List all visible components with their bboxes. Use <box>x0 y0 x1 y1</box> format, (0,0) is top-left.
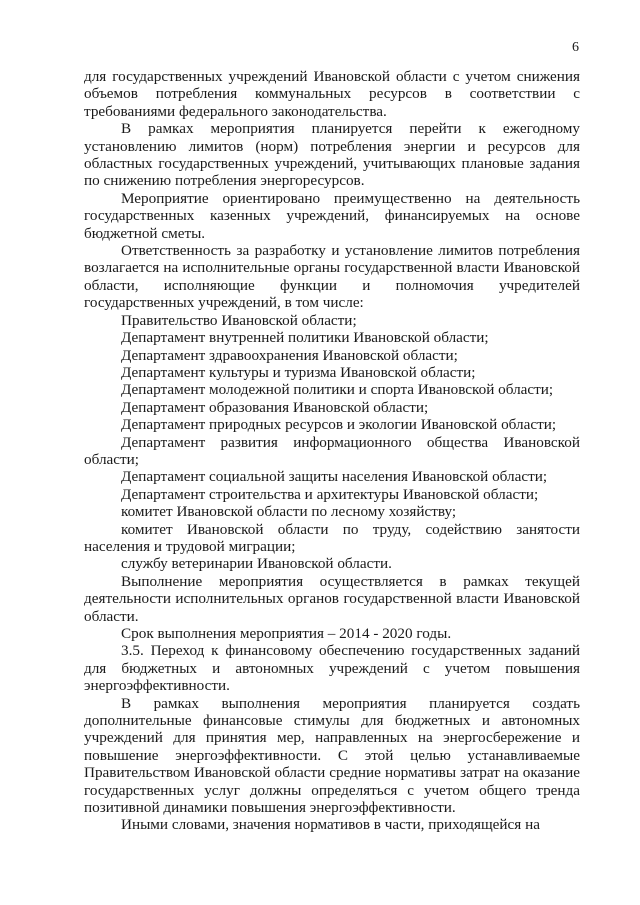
list-item: Департамент здравоохранения Ивановской области; <box>121 346 458 364</box>
list-item: Правительство Ивановской области; <box>121 311 357 329</box>
section-heading: 3.5. Переход к финансовому обеспечению государственных заданий для бюджетных и автономных учреждений с учетом повышения энергоэффективности. <box>84 642 580 695</box>
document-body <box>84 68 580 834</box>
paragraph: Выполнение мероприятия осуществляется в рамках текущей деятельности исполнительных органов государственной власти Ивановской области. <box>84 572 580 625</box>
paragraph: Иными словами, значения нормативов в части, приходящейся на <box>121 816 540 834</box>
list-item: комитет Ивановской области по лесному хозяйству; <box>121 503 457 521</box>
list-item: Департамент строительства и архитектуры Ивановской области; <box>121 485 539 503</box>
paragraph: В рамках выполнения мероприятия планируется создать дополнительные финансовые стимулы для бюджетных и автономных учреждений для принятия мер, направленных на энергосбережение и повышение энергоэффективности. С этой целью устанавливаемые Правительством Ивановской области средние нормативы затрат на оказание государственных услуг должны определяться с учетом общего тренда позитивной динамики повышения энергоэффективности. <box>84 694 580 817</box>
list-item: комитет Ивановской области по труду, содействию занятости населения и трудовой миграции; <box>84 520 580 555</box>
list-item: Департамент молодежной политики и спорта Ивановской области; <box>121 381 554 399</box>
paragraph: Ответственность за разработку и установление лимитов потребления возлагается на исполнительные органы государственной власти Ивановской области, исполняющие функции и полномочия учредителей государственных учреждений, в том числе: <box>84 242 580 312</box>
list-item: Департамент культуры и туризма Ивановской области; <box>121 363 476 381</box>
list-item: Департамент природных ресурсов и экологии Ивановской области; <box>121 416 557 434</box>
list-item: Департамент социальной защиты населения Ивановской области; <box>121 468 548 486</box>
list-item: Департамент внутренней политики Ивановской области; <box>121 329 489 347</box>
list-item: Департамент развития информационного общества Ивановской области; <box>84 433 580 468</box>
list-item: службу ветеринарии Ивановской области. <box>121 555 392 573</box>
paragraph: В рамках мероприятия планируется перейти к ежегодному установлению лимитов (норм) потребления энергии и ресурсов для областных государственных учреждений, учитывающих плановые задания по снижению потребления энергоресурсов. <box>84 120 580 190</box>
paragraph: Мероприятие ориентировано преимущественно на деятельность государственных казенных учреждений, финансируемых на основе бюджетной сметы. <box>84 189 580 242</box>
list-item: Департамент образования Ивановской области; <box>121 398 429 416</box>
paragraph: Срок выполнения мероприятия – 2014 - 2020 годы. <box>121 625 452 642</box>
paragraph: для государственных учреждений Ивановской области с учетом снижения объемов потребления коммунальных ресурсов в соответствии с требованиями федерального законодательства. <box>84 68 580 120</box>
page-number: 6 <box>572 40 579 55</box>
